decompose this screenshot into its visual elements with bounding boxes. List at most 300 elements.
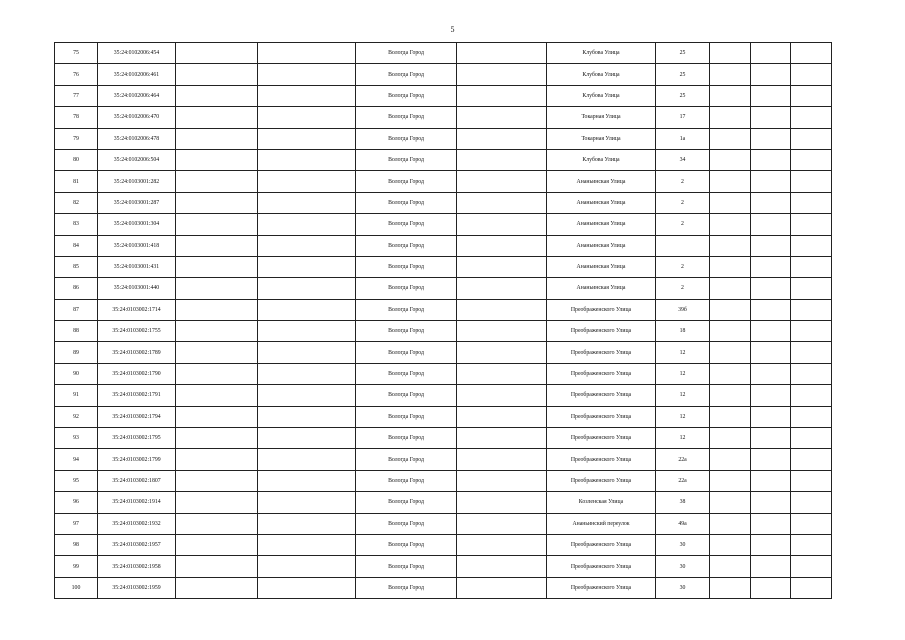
cell-empty [710, 256, 751, 277]
cell-street: Ананьинская Улица [547, 214, 656, 235]
cell-house-number: 2 [656, 256, 710, 277]
cell-empty [710, 85, 751, 106]
cell-empty [791, 470, 832, 491]
cell-empty [457, 492, 547, 513]
cell-city: Вологда Город [356, 577, 457, 598]
cell-row-number: 86 [55, 278, 98, 299]
cell-row-number: 80 [55, 149, 98, 170]
cell-house-number: 12 [656, 406, 710, 427]
cell-empty [710, 449, 751, 470]
cell-row-number: 85 [55, 256, 98, 277]
cell-empty [176, 556, 258, 577]
cell-empty [258, 406, 356, 427]
cell-empty [457, 107, 547, 128]
cell-street: Клубова Улица [547, 85, 656, 106]
table-row [55, 449, 832, 470]
cell-row-number: 78 [55, 107, 98, 128]
cell-empty [791, 363, 832, 384]
cell-empty [176, 342, 258, 363]
cell-empty [457, 321, 547, 342]
cell-cadastral-number: 35:24:0103001:440 [98, 278, 176, 299]
cell-house-number: 22а [656, 470, 710, 491]
cell-empty [258, 449, 356, 470]
cell-street: Клубова Улица [547, 149, 656, 170]
table-row [55, 556, 832, 577]
cell-empty [710, 363, 751, 384]
cell-empty [457, 406, 547, 427]
cell-empty [457, 363, 547, 384]
table-row [55, 492, 832, 513]
cell-cadastral-number: 35:24:0103001:287 [98, 192, 176, 213]
cell-cadastral-number: 35:24:0102006:461 [98, 64, 176, 85]
cell-city: Вологда Город [356, 107, 457, 128]
cell-empty [751, 192, 791, 213]
cell-row-number: 95 [55, 470, 98, 491]
cell-city: Вологда Город [356, 64, 457, 85]
cell-empty [751, 128, 791, 149]
cell-empty [176, 363, 258, 384]
cell-house-number: 12 [656, 385, 710, 406]
cell-city: Вологда Город [356, 556, 457, 577]
cell-street: Преображенского Улица [547, 385, 656, 406]
cell-empty [176, 171, 258, 192]
cell-empty [176, 192, 258, 213]
table-row [55, 171, 832, 192]
cell-row-number: 96 [55, 492, 98, 513]
cell-street: Козленская Улица [547, 492, 656, 513]
cell-city: Вологда Город [356, 192, 457, 213]
cell-empty [751, 449, 791, 470]
cell-empty [751, 470, 791, 491]
cell-street: Клубова Улица [547, 43, 656, 64]
table-row [55, 149, 832, 170]
cell-city: Вологда Город [356, 513, 457, 534]
table-row [55, 470, 832, 491]
table-row [55, 428, 832, 449]
cell-empty [176, 43, 258, 64]
cell-empty [710, 470, 751, 491]
cell-empty [457, 556, 547, 577]
cell-empty [176, 492, 258, 513]
cell-empty [457, 299, 547, 320]
cell-empty [791, 214, 832, 235]
cell-cadastral-number: 35:24:0102006:478 [98, 128, 176, 149]
cell-row-number: 91 [55, 385, 98, 406]
registry-table [54, 42, 832, 599]
cell-street: Клубова Улица [547, 64, 656, 85]
cell-street: Преображенского Улица [547, 299, 656, 320]
cell-street: Преображенского Улица [547, 556, 656, 577]
cell-empty [176, 149, 258, 170]
cell-empty [176, 278, 258, 299]
cell-city: Вологда Город [356, 449, 457, 470]
cell-street: Ананьинская Улица [547, 278, 656, 299]
cell-empty [710, 534, 751, 555]
cell-house-number: 39б [656, 299, 710, 320]
cell-empty [258, 577, 356, 598]
cell-empty [710, 406, 751, 427]
cell-empty [176, 128, 258, 149]
cell-street: Преображенского Улица [547, 470, 656, 491]
cell-empty [710, 299, 751, 320]
cell-cadastral-number: 35:24:0103001:431 [98, 256, 176, 277]
cell-cadastral-number: 35:24:0102006:504 [98, 149, 176, 170]
cell-city: Вологда Город [356, 235, 457, 256]
cell-row-number: 89 [55, 342, 98, 363]
cell-street: Преображенского Улица [547, 363, 656, 384]
cell-city: Вологда Город [356, 299, 457, 320]
cell-empty [791, 235, 832, 256]
cell-empty [791, 299, 832, 320]
cell-street: Ананьинская Улица [547, 192, 656, 213]
cell-house-number: 30 [656, 577, 710, 598]
cell-row-number: 90 [55, 363, 98, 384]
cell-empty [751, 321, 791, 342]
cell-empty [791, 321, 832, 342]
cell-empty [457, 235, 547, 256]
cell-house-number: 30 [656, 556, 710, 577]
cell-city: Вологда Город [356, 128, 457, 149]
cell-street: Ананьинский переулок [547, 513, 656, 534]
cell-house-number: 12 [656, 342, 710, 363]
cell-empty [791, 256, 832, 277]
table-row [55, 214, 832, 235]
cell-street: Преображенского Улица [547, 577, 656, 598]
cell-empty [710, 278, 751, 299]
cell-empty [258, 363, 356, 384]
cell-house-number: 49а [656, 513, 710, 534]
cell-row-number: 82 [55, 192, 98, 213]
cell-empty [791, 556, 832, 577]
cell-empty [710, 64, 751, 85]
cell-empty [751, 278, 791, 299]
cell-cadastral-number: 35:24:0103002:1957 [98, 534, 176, 555]
cell-row-number: 88 [55, 321, 98, 342]
cell-empty [457, 385, 547, 406]
cell-empty [710, 235, 751, 256]
cell-empty [258, 428, 356, 449]
cell-empty [791, 534, 832, 555]
cell-empty [176, 406, 258, 427]
cell-empty [457, 171, 547, 192]
table-row [55, 577, 832, 598]
cell-empty [791, 85, 832, 106]
cell-empty [457, 192, 547, 213]
cell-empty [751, 492, 791, 513]
cell-street: Токарная Улица [547, 107, 656, 128]
cell-city: Вологда Город [356, 492, 457, 513]
cell-street: Преображенского Улица [547, 534, 656, 555]
cell-house-number: 25 [656, 85, 710, 106]
cell-empty [258, 556, 356, 577]
cell-empty [791, 577, 832, 598]
cell-empty [258, 128, 356, 149]
cell-cadastral-number: 35:24:0102006:454 [98, 43, 176, 64]
cell-city: Вологда Город [356, 534, 457, 555]
cell-cadastral-number: 35:24:0103002:1958 [98, 556, 176, 577]
cell-row-number: 75 [55, 43, 98, 64]
cell-empty [176, 85, 258, 106]
cell-empty [710, 107, 751, 128]
cell-city: Вологда Город [356, 278, 457, 299]
table-row [55, 534, 832, 555]
cell-empty [751, 256, 791, 277]
cell-city: Вологда Город [356, 43, 457, 64]
cell-empty [710, 149, 751, 170]
cell-house-number: 12 [656, 428, 710, 449]
cell-city: Вологда Город [356, 470, 457, 491]
cell-city: Вологда Город [356, 85, 457, 106]
cell-street: Ананьинская Улица [547, 256, 656, 277]
cell-city: Вологда Город [356, 214, 457, 235]
cell-empty [791, 385, 832, 406]
cell-empty [710, 513, 751, 534]
cell-empty [791, 406, 832, 427]
cell-empty [258, 214, 356, 235]
cell-empty [751, 428, 791, 449]
cell-cadastral-number: 35:24:0103001:304 [98, 214, 176, 235]
cell-empty [751, 577, 791, 598]
cell-empty [791, 492, 832, 513]
cell-empty [791, 342, 832, 363]
cell-empty [176, 385, 258, 406]
table-row [55, 363, 832, 384]
cell-empty [710, 577, 751, 598]
cell-house-number [656, 235, 710, 256]
cell-empty [751, 64, 791, 85]
cell-empty [791, 513, 832, 534]
cell-empty [258, 534, 356, 555]
cell-empty [457, 214, 547, 235]
cell-empty [457, 128, 547, 149]
table-row [55, 107, 832, 128]
cell-city: Вологда Город [356, 363, 457, 384]
cell-empty [176, 64, 258, 85]
cell-row-number: 81 [55, 171, 98, 192]
table-row [55, 385, 832, 406]
cell-empty [751, 342, 791, 363]
cell-empty [751, 534, 791, 555]
cell-cadastral-number: 35:24:0103001:282 [98, 171, 176, 192]
cell-empty [710, 171, 751, 192]
cell-house-number: 1а [656, 128, 710, 149]
cell-city: Вологда Город [356, 149, 457, 170]
cell-empty [258, 342, 356, 363]
cell-empty [176, 321, 258, 342]
cell-cadastral-number: 35:24:0103002:1799 [98, 449, 176, 470]
cell-empty [710, 385, 751, 406]
cell-empty [751, 171, 791, 192]
table-row [55, 342, 832, 363]
cell-empty [176, 534, 258, 555]
cell-empty [457, 149, 547, 170]
cell-empty [710, 342, 751, 363]
cell-row-number: 77 [55, 85, 98, 106]
cell-empty [751, 235, 791, 256]
table-row [55, 406, 832, 427]
cell-empty [791, 278, 832, 299]
cell-empty [176, 513, 258, 534]
table-row [55, 235, 832, 256]
cell-empty [751, 513, 791, 534]
cell-street: Преображенского Улица [547, 428, 656, 449]
cell-empty [258, 64, 356, 85]
cell-empty [791, 171, 832, 192]
table-row [55, 128, 832, 149]
cell-empty [751, 107, 791, 128]
cell-empty [710, 192, 751, 213]
cell-house-number: 30 [656, 534, 710, 555]
cell-cadastral-number: 35:24:0103002:1790 [98, 363, 176, 384]
cell-empty [710, 321, 751, 342]
table-row [55, 192, 832, 213]
cell-empty [751, 363, 791, 384]
cell-empty [176, 107, 258, 128]
cell-empty [258, 321, 356, 342]
cell-house-number: 34 [656, 149, 710, 170]
cell-cadastral-number: 35:24:0103002:1795 [98, 428, 176, 449]
cell-cadastral-number: 35:24:0102006:464 [98, 85, 176, 106]
cell-cadastral-number: 35:24:0103001:418 [98, 235, 176, 256]
cell-row-number: 98 [55, 534, 98, 555]
cell-house-number: 25 [656, 43, 710, 64]
cell-empty [710, 43, 751, 64]
cell-empty [176, 428, 258, 449]
cell-city: Вологда Город [356, 256, 457, 277]
cell-empty [457, 342, 547, 363]
cell-row-number: 99 [55, 556, 98, 577]
cell-empty [457, 256, 547, 277]
cell-row-number: 83 [55, 214, 98, 235]
cell-row-number: 79 [55, 128, 98, 149]
cell-empty [258, 470, 356, 491]
cell-street: Преображенского Улица [547, 342, 656, 363]
cell-cadastral-number: 35:24:0103002:1959 [98, 577, 176, 598]
cell-empty [176, 470, 258, 491]
cell-empty [176, 256, 258, 277]
cell-empty [710, 492, 751, 513]
cell-empty [176, 235, 258, 256]
table-row [55, 85, 832, 106]
cell-empty [791, 43, 832, 64]
cell-city: Вологда Город [356, 428, 457, 449]
cell-empty [751, 299, 791, 320]
cell-street: Преображенского Улица [547, 449, 656, 470]
cell-empty [457, 278, 547, 299]
cell-empty [258, 385, 356, 406]
cell-empty [457, 534, 547, 555]
cell-empty [457, 513, 547, 534]
cell-empty [258, 149, 356, 170]
cell-empty [791, 128, 832, 149]
cell-empty [751, 43, 791, 64]
cell-empty [791, 149, 832, 170]
cell-empty [258, 256, 356, 277]
cell-cadastral-number: 35:24:0103002:1791 [98, 385, 176, 406]
cell-empty [751, 149, 791, 170]
cell-empty [457, 43, 547, 64]
page-number: 5 [450, 25, 455, 34]
cell-empty [258, 43, 356, 64]
cell-row-number: 100 [55, 577, 98, 598]
cell-street: Токарная Улица [547, 128, 656, 149]
cell-empty [258, 278, 356, 299]
cell-row-number: 92 [55, 406, 98, 427]
cell-empty [710, 556, 751, 577]
cell-empty [258, 85, 356, 106]
cell-empty [751, 406, 791, 427]
cell-cadastral-number: 35:24:0102006:470 [98, 107, 176, 128]
cell-house-number: 2 [656, 278, 710, 299]
cell-empty [791, 192, 832, 213]
cell-row-number: 93 [55, 428, 98, 449]
cell-empty [258, 492, 356, 513]
cell-house-number: 17 [656, 107, 710, 128]
cell-city: Вологда Город [356, 171, 457, 192]
cell-empty [751, 385, 791, 406]
cell-empty [258, 171, 356, 192]
cell-cadastral-number: 35:24:0103002:1807 [98, 470, 176, 491]
table-row [55, 64, 832, 85]
table-row [55, 43, 832, 64]
cell-city: Вологда Город [356, 321, 457, 342]
table-row [55, 278, 832, 299]
cell-empty [457, 64, 547, 85]
cell-empty [751, 214, 791, 235]
cell-empty [791, 449, 832, 470]
table-row [55, 513, 832, 534]
cell-house-number: 38 [656, 492, 710, 513]
table-row [55, 321, 832, 342]
cell-row-number: 87 [55, 299, 98, 320]
cell-house-number: 2 [656, 171, 710, 192]
cell-empty [791, 107, 832, 128]
cell-street: Преображенского Улица [547, 321, 656, 342]
cell-street: Ананьинская Улица [547, 235, 656, 256]
cell-city: Вологда Город [356, 406, 457, 427]
cell-empty [176, 577, 258, 598]
cell-empty [457, 449, 547, 470]
cell-empty [176, 449, 258, 470]
cell-cadastral-number: 35:24:0103002:1714 [98, 299, 176, 320]
cell-empty [751, 556, 791, 577]
cell-cadastral-number: 35:24:0103002:1914 [98, 492, 176, 513]
cell-cadastral-number: 35:24:0103002:1755 [98, 321, 176, 342]
cell-house-number: 12 [656, 363, 710, 384]
cell-empty [258, 192, 356, 213]
cell-house-number: 22а [656, 449, 710, 470]
cell-empty [457, 577, 547, 598]
cell-house-number: 18 [656, 321, 710, 342]
cell-house-number: 2 [656, 192, 710, 213]
cell-empty [457, 470, 547, 491]
cell-cadastral-number: 35:24:0103002:1794 [98, 406, 176, 427]
cell-empty [457, 85, 547, 106]
cell-empty [457, 428, 547, 449]
cell-empty [176, 214, 258, 235]
cell-row-number: 94 [55, 449, 98, 470]
cell-row-number: 76 [55, 64, 98, 85]
cell-empty [258, 513, 356, 534]
cell-house-number: 25 [656, 64, 710, 85]
cell-street: Преображенского Улица [547, 406, 656, 427]
cell-empty [710, 428, 751, 449]
cell-house-number: 2 [656, 214, 710, 235]
cell-street: Ананьинская Улица [547, 171, 656, 192]
table-row [55, 256, 832, 277]
cell-row-number: 97 [55, 513, 98, 534]
cell-row-number: 84 [55, 235, 98, 256]
